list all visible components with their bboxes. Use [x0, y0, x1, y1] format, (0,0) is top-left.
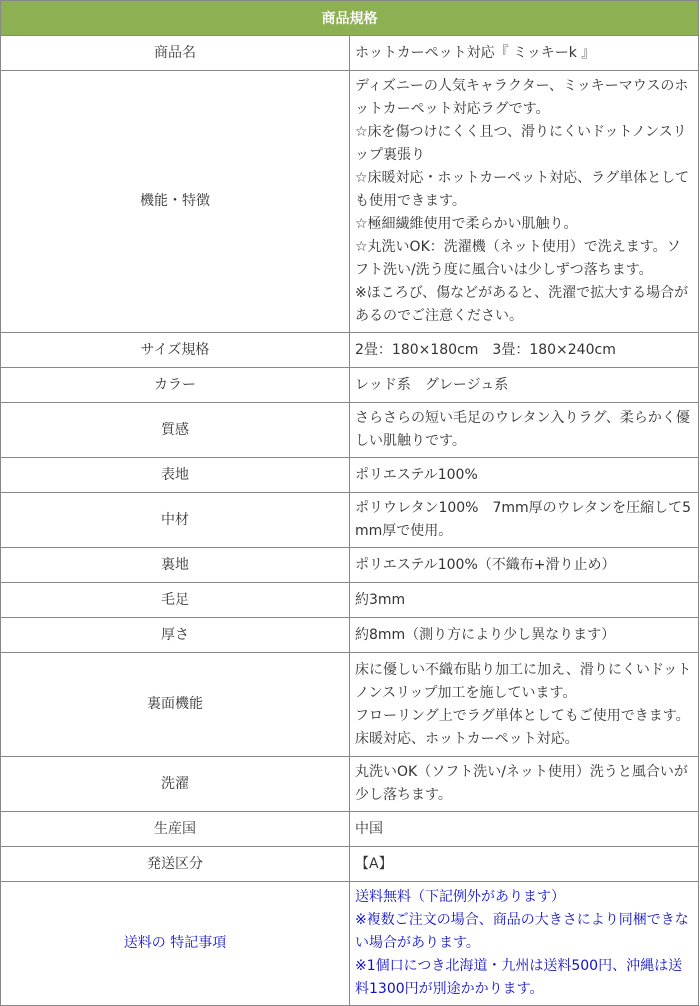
- label-line: 特記事項: [170, 935, 227, 951]
- table-row: [1, 368, 699, 403]
- row-value-features: [350, 71, 699, 333]
- row-label-surface: 表地: [1, 458, 350, 493]
- row-label-shipping-notes: [1, 882, 350, 1006]
- value-line: ※ほころび、傷などがあると、洗濯で拡大する場合があるのでご注意ください。: [355, 285, 689, 324]
- value-line: ポリエステル100%: [355, 466, 478, 483]
- row-value-shipping-class: [350, 847, 699, 882]
- row-value-backing: [350, 548, 699, 583]
- row-value-origin: [350, 812, 699, 847]
- value-line: ☆丸洗いOK：洗濯機（ネット使用）で洗えます。ソフト洗い/洗う度に風合いは少しずつ落ちます。: [355, 239, 681, 278]
- value-line: ☆床を傷つけにくく且つ、滑りにくいドットノンスリップ裏張り: [355, 124, 687, 163]
- table-title: 商品規格: [1, 1, 699, 36]
- table-row: [1, 583, 699, 618]
- row-label-back-function: 裏面機能: [1, 653, 350, 757]
- value-line: 床に優しい不織布貼り加工に加え、滑りにくいドットノンスリップ加工を施しています。: [355, 661, 692, 701]
- label-line: 送料の: [123, 935, 166, 951]
- row-label-features: 機能・特徴: [1, 71, 350, 333]
- value-line: 約8mm（測り方により少し異なります）: [355, 626, 616, 643]
- row-label-texture: 質感: [1, 403, 350, 458]
- row-label-shipping-class: 発送区分: [1, 847, 350, 882]
- table-row: [1, 618, 699, 653]
- row-label-washing: 洗濯: [1, 757, 350, 812]
- row-value-back-function: [350, 653, 699, 757]
- table-row: [1, 757, 699, 812]
- table-header-row: [1, 1, 699, 36]
- row-label-backing: 裏地: [1, 548, 350, 583]
- row-label-thickness: 厚さ: [1, 618, 350, 653]
- value-line: 丸洗いOK（ソフト洗い/ネット使用）洗うと風合いが少し落ちます。: [355, 764, 688, 803]
- table-row: [1, 847, 699, 882]
- value-line: ホットカーペット対応『 ミッキーk 』: [355, 44, 596, 61]
- row-label-color: カラー: [1, 368, 350, 403]
- row-value-washing: [350, 757, 699, 812]
- row-value-pile: [350, 583, 699, 618]
- row-value-size: [350, 333, 699, 368]
- value-line: ☆床暖対応・ホットカーペット対応、ラグ単体としても使用できます。: [355, 170, 690, 209]
- table-row: [1, 333, 699, 368]
- value-line: レッド系 グレージュ系: [355, 376, 509, 393]
- value-line: 【A】: [355, 855, 393, 872]
- value-line: さらさらの短い毛足のウレタン入りラグ、柔らかく優しい肌触りです。: [355, 410, 690, 449]
- row-value-color: [350, 368, 699, 403]
- table-row: [1, 71, 699, 333]
- value-line: ポリエステル100%（不織布+滑り止め）: [355, 556, 616, 573]
- value-line: 2畳：180×180cm 3畳：180×240cm: [355, 341, 616, 358]
- row-value-shipping-notes: [350, 882, 699, 1006]
- table-row: [1, 493, 699, 548]
- value-line: ディズニーの人気キャラクター、ミッキーマウスのホットカーペット対応ラグです。: [355, 78, 689, 117]
- row-value-product-name: [350, 36, 699, 71]
- value-line: フローリング上でラグ単体としてもご使用できます。床暖対応、ホットカーペット対応。: [355, 707, 690, 747]
- value-line: ※1個口につき北海道・九州は送料500円、沖縄は送料1300円が別途かかります。: [355, 958, 683, 997]
- row-label-product-name: 商品名: [1, 36, 350, 71]
- row-label-size: サイズ規格: [1, 333, 350, 368]
- row-value-thickness: [350, 618, 699, 653]
- table-row: [1, 812, 699, 847]
- value-line: 送料無料（下記例外があります）: [355, 889, 565, 905]
- row-label-filling: 中材: [1, 493, 350, 548]
- value-line: ☆極細繊維使用で柔らかい肌触り。: [355, 216, 578, 232]
- value-line: ※複数ご注文の場合、商品の大きさにより同梱できない場合があります。: [355, 912, 689, 951]
- value-line: ポリウレタン100% 7mm厚のウレタンを圧縮して5mm厚で使用。: [355, 500, 691, 539]
- value-line: 約3mm: [355, 591, 406, 608]
- row-value-filling: [350, 493, 699, 548]
- table-row: [1, 548, 699, 583]
- value-line: 中国: [355, 820, 383, 837]
- table-row: [1, 653, 699, 757]
- row-value-texture: [350, 403, 699, 458]
- table-row: [1, 458, 699, 493]
- table-row: [1, 403, 699, 458]
- table-row: [1, 882, 699, 1006]
- table-row: [1, 36, 699, 71]
- row-label-pile: 毛足: [1, 583, 350, 618]
- row-value-surface: [350, 458, 699, 493]
- row-label-origin: 生産国: [1, 812, 350, 847]
